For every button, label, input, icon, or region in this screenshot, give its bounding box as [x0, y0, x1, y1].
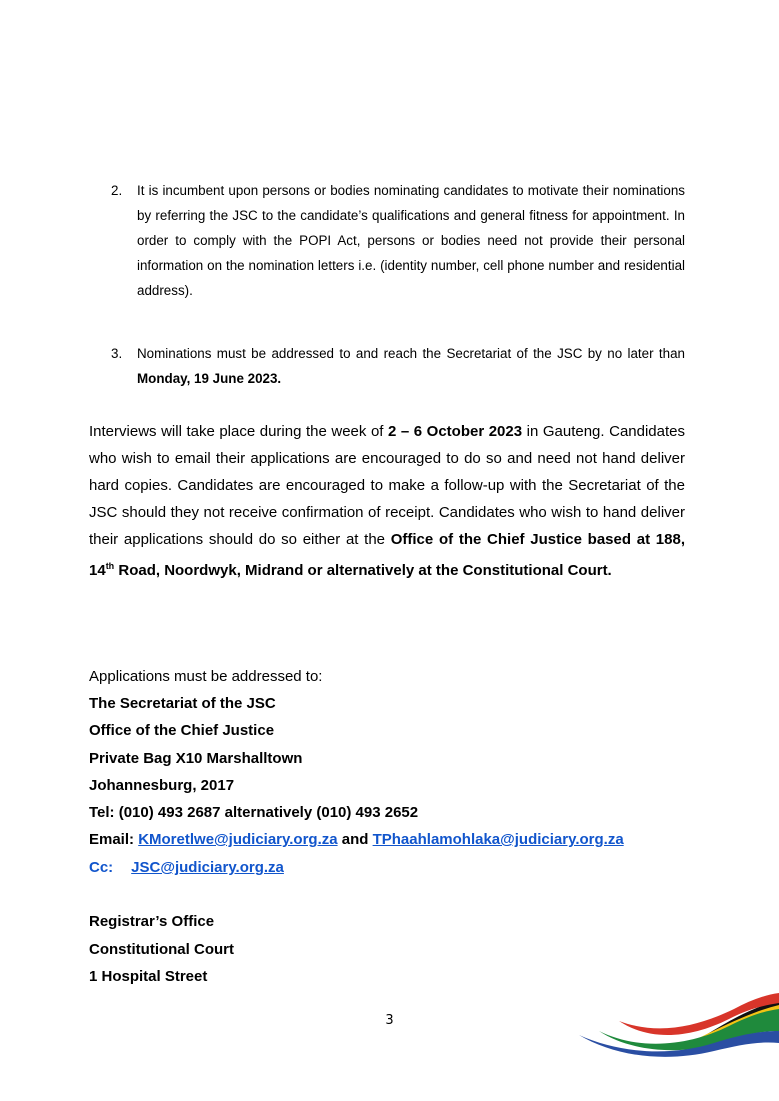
address-line-4-text: Johannesburg, 2017 — [89, 777, 235, 794]
cc-label: Cc: — [89, 859, 114, 876]
email-label: Email: — [89, 831, 139, 848]
email-link-jsc[interactable]: JSC@judiciary.org.za — [131, 859, 284, 876]
address-line-1-text: The Secretariat of the JSC — [89, 695, 276, 712]
interviews-text-2: in Gauteng. Candidates who wish to email their applications are encouraged to do so and need not hand deliver hard copies. Candidates are encouraged to make a follow-up with the Secretariat of the JSC should they not receive confirmation of receipt. Candidates who wish to hand deliver their applications should do so either at the — [89, 423, 686, 548]
email-line — [89, 826, 624, 853]
office-location-a: Office of the Chief Justice based at 188, 14 — [89, 531, 685, 579]
registrar-line-2-text: Constitutional Court — [89, 941, 234, 958]
registrar-line-1-text: Registrar’s Office — [89, 913, 215, 930]
deadline-date: Monday, 19 June 2023. — [137, 371, 282, 386]
list-text-plain: Nominations must be addressed to and reach the Secretariat of the JSC by no later than — [137, 346, 685, 361]
registrar-line-2 — [89, 936, 234, 963]
email-link-kmoretlwe[interactable]: KMoretlwe@judiciary.org.za — [138, 831, 338, 848]
email-link-tphaahlamohlaka[interactable]: TPhaahlamohlaka@judiciary.org.za — [372, 831, 624, 848]
address-line-3 — [89, 745, 302, 772]
address-line-4 — [89, 772, 234, 799]
registrar-line-3 — [89, 963, 207, 990]
address-line-1 — [89, 690, 276, 717]
list-text — [137, 341, 685, 391]
cc-line — [89, 854, 284, 881]
flag-ribbon-graphic — [579, 991, 779, 1061]
address-intro: Applications must be addressed to: — [89, 668, 323, 685]
registrar-line-3-text: 1 Hospital Street — [89, 968, 208, 985]
interview-dates: 2 – 6 October 2023 — [388, 423, 523, 440]
email-and: and — [337, 831, 373, 848]
list-number: 2. — [111, 183, 123, 198]
list-text: It is incumbent upon persons or bodies nominating candidates to motivate their nominations by referring the JSC to the candidate’s qualifications and general fitness for appointment. In order to comply with the POPI Act, persons or bodies need not provide their personal information on the nomination letters i.e. (identity number, cell phone number and residential address). — [137, 183, 685, 298]
telephone-line — [89, 799, 418, 826]
address-line-2-text: Office of the Chief Justice — [89, 722, 275, 739]
telephone-text: Tel: (010) 493 2687 alternatively (010) 493 2652 — [89, 804, 419, 821]
registrar-line-1 — [89, 908, 214, 935]
address-line-2 — [89, 717, 274, 744]
page-number: 3 — [385, 1013, 394, 1028]
interviews-paragraph — [89, 418, 685, 584]
interviews-text-1: Interviews will take place during the week of — [89, 423, 388, 440]
address-line-3-text: Private Bag X10 Marshalltown — [89, 750, 303, 767]
office-location-b: Road, Noordwyk, Midrand or alternatively at the Constitutional Court. — [114, 562, 612, 579]
list-number: 3. — [111, 346, 123, 361]
ordinal-suffix: th — [105, 561, 115, 571]
